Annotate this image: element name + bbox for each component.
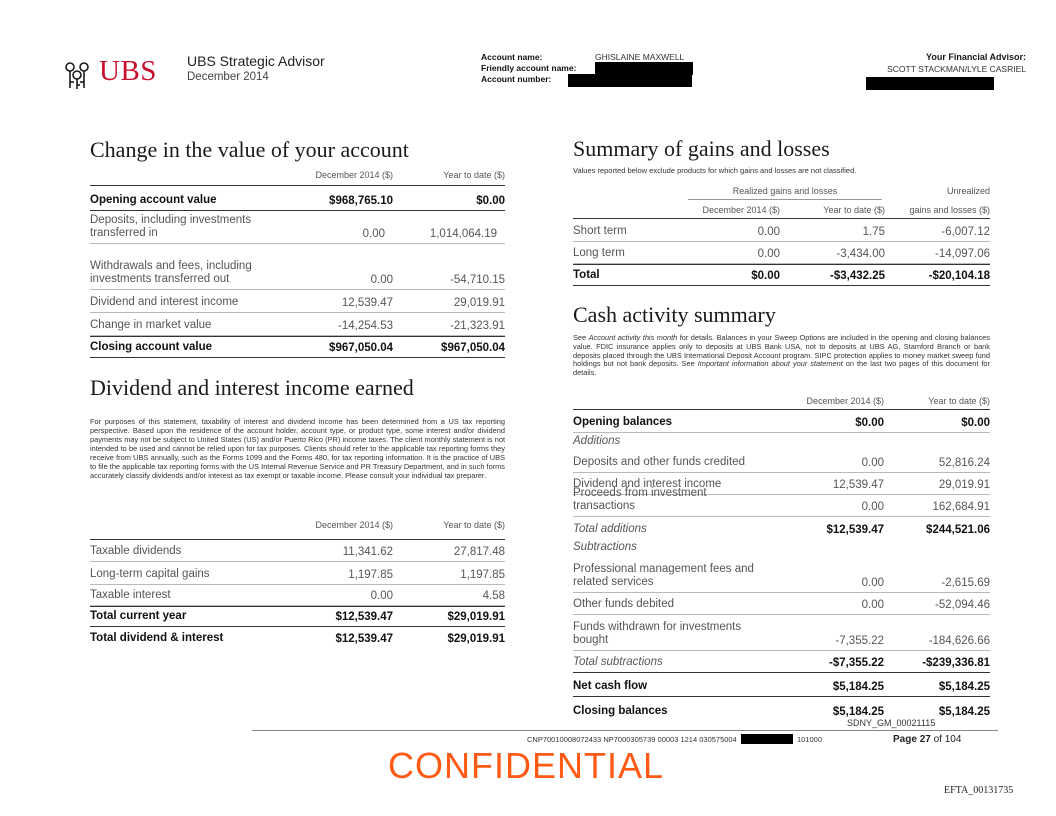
group-header: Realized gains and losses bbox=[688, 186, 882, 200]
column-header: Year to date ($) bbox=[928, 396, 990, 406]
section-heading-dividend: Dividend and interest income earned bbox=[90, 375, 414, 400]
column-header: Year to date ($) bbox=[443, 520, 505, 530]
cash-note: See Account activity this month for details. Balances in your Sweep Options are included in the opening and closing balances value. FDIC insurance applies only to deposits at UBS Bank USA, not to deposits at UBS AG, Stamford Branch or bank deposits placed through the UBS International Deposit Account program. SIPC protection applies to money market sweep fund holdings but not bank deposits. See Important information about your statement on the last two pages of this document for details. bbox=[573, 333, 990, 378]
bates-number: SDNY_GM_00021115 bbox=[847, 718, 936, 728]
column-header: December 2014 ($) bbox=[806, 396, 884, 406]
table-header bbox=[90, 170, 505, 183]
page-number: Page 27 of 104 bbox=[893, 734, 962, 745]
section-heading-cash: Cash activity summary bbox=[573, 302, 776, 327]
tax-disclosure-paragraph: For purposes of this statement, taxability of interest and dividend income has been determined from a US tax reporting perspective. Based upon the residence of the account holder, account type, or product type, some interest and/or dividend payments may not be subject to United States (US) and/or Puerto Rico (PR) income taxes. The client monthly statement is not intended to be used and cannot be relied upon for tax purposes. Clients should refer to the applicable tax reporting forms they receive from UBS annually, such as the Forms 1099 and the Forms 480, for tax reporting information. It is the practice of UBS to file the applicable tax reporting forms with the US Internal Revenue Service and PR Treasury Department, and in such forms accurately classify dividends and/or interest as tax exempt or taxable income. Please consult your individual tax preparer. bbox=[90, 417, 505, 480]
table-row: Other funds debited 0.00 -52,094.46 bbox=[573, 593, 990, 615]
table-row: Net cash flow $5,184.25 $5,184.25 bbox=[573, 673, 990, 697]
table-row: Total current year $12,539.47 $29,019.91 bbox=[90, 606, 505, 627]
table-row: Long term 0.00 -3,434.00 -14,097.06 bbox=[573, 242, 990, 264]
account-name-value: GHISLAINE MAXWELL bbox=[595, 52, 685, 62]
redaction-bar bbox=[741, 734, 793, 744]
table-row: Dividend and interest income 12,539.47 29,019.91 bbox=[90, 290, 505, 313]
column-header: Unrealized bbox=[946, 186, 990, 196]
section-heading-change-value: Change in the value of your account bbox=[90, 137, 409, 162]
gains-note: Values reported below exclude products for which gains and losses are not classified. bbox=[573, 166, 857, 175]
column-header: Year to date ($) bbox=[823, 205, 885, 215]
table-row: Deposits and other funds credited 0.00 52,816.24 bbox=[573, 451, 990, 473]
table-row: Additions bbox=[573, 434, 621, 447]
column-header: December 2014 ($) bbox=[702, 205, 780, 215]
table-row: Opening account value $968,765.10 $0.00 bbox=[90, 185, 505, 211]
table-header bbox=[573, 205, 990, 219]
table-row: Deposits, including investments transferred in 0.00 1,014,064.19 bbox=[90, 211, 505, 244]
footer-code: CNP70010008072433 NP7000305739 00003 1214 030575004 101000 bbox=[527, 735, 822, 744]
table-row: Taxable interest 0.00 4.58 bbox=[90, 585, 505, 606]
table-row: Change in market value -14,254.53 -21,323.91 bbox=[90, 313, 505, 336]
ubs-keys-logo-icon bbox=[60, 58, 94, 92]
footer-divider bbox=[252, 730, 998, 731]
friendly-name-label: Friendly account name: bbox=[481, 63, 577, 73]
statement-period: December 2014 bbox=[187, 71, 269, 83]
table-row: Long-term capital gains 1,197.85 1,197.85 bbox=[90, 562, 505, 585]
table-row: Total dividend & interest $12,539.47 $29,019.91 bbox=[90, 631, 505, 645]
advisor-label: Your Financial Advisor: bbox=[925, 52, 1026, 62]
table-row: Withdrawals and fees, including investments transferred out 0.00 -54,710.15 bbox=[90, 244, 505, 290]
advisor-value: SCOTT STACKMAN/LYLE CASRIEL bbox=[887, 64, 1026, 74]
column-header: gains and losses ($) bbox=[909, 205, 990, 215]
table-row: Proceeds from investment transactions 0.00 162,684.91 bbox=[573, 495, 990, 517]
section-heading-gains: Summary of gains and losses bbox=[573, 136, 830, 161]
redaction-bar bbox=[568, 74, 692, 87]
confidential-stamp: CONFIDENTIAL bbox=[388, 745, 665, 786]
brand-logo: UBS bbox=[99, 55, 157, 87]
document-id: EFTA_00131735 bbox=[944, 785, 1014, 796]
table-row: Closing account value $967,050.04 $967,050.04 bbox=[90, 336, 505, 358]
account-number-label: Account number: bbox=[481, 74, 552, 84]
table-row: Total subtractions -$7,355.22 -$239,336.81 bbox=[573, 651, 990, 673]
table-row: Subtractions bbox=[573, 540, 637, 553]
table-row: Funds withdrawn for investments bought -7,355.22 -184,626.66 bbox=[573, 615, 990, 651]
document-title: UBS Strategic Advisor bbox=[187, 53, 325, 69]
table-row: Closing balances $5,184.25 $5,184.25 bbox=[573, 704, 990, 718]
table-row: Taxable dividends 11,341.62 27,817.48 bbox=[90, 539, 505, 562]
table-header bbox=[573, 396, 990, 409]
account-name-label: Account name: bbox=[481, 52, 543, 62]
redaction-bar bbox=[866, 77, 994, 90]
column-header: December 2014 ($) bbox=[315, 170, 393, 180]
table-row: Opening balances $0.00 $0.00 bbox=[573, 409, 990, 433]
table-row: Total additions $12,539.47 $244,521.06 bbox=[573, 522, 990, 536]
table-row: Dividend and interest income 12,539.47 29,019.91 bbox=[573, 473, 990, 495]
column-header: December 2014 ($) bbox=[315, 520, 393, 530]
table-header bbox=[90, 520, 505, 533]
table-row: Professional management fees and related services 0.00 -2,615.69 bbox=[573, 557, 990, 593]
table-row: Short term 0.00 1.75 -6,007.12 bbox=[573, 219, 990, 242]
column-header: Year to date ($) bbox=[443, 170, 505, 180]
table-row: Total $0.00 -$3,432.25 -$20,104.18 bbox=[573, 264, 990, 286]
